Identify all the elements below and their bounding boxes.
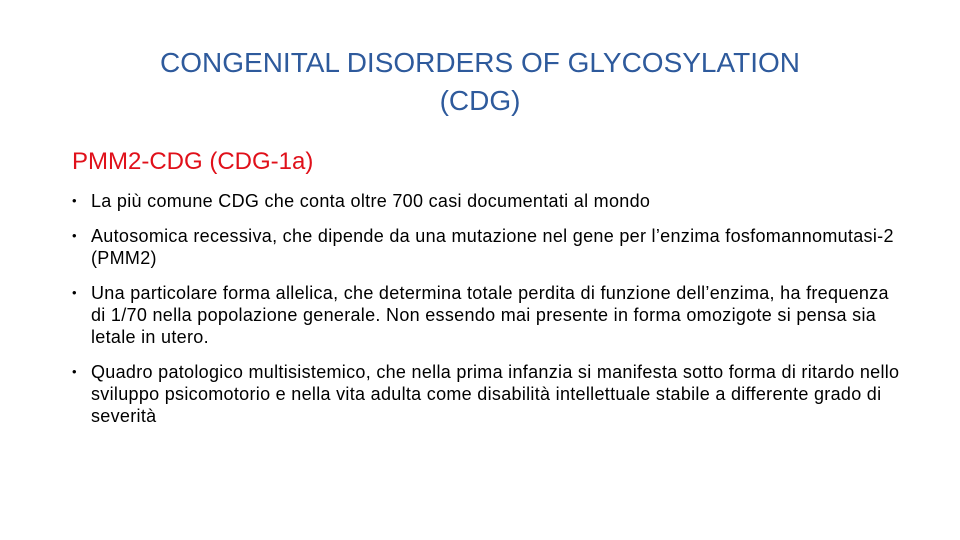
slide-title — [60, 44, 900, 120]
bullet-text: Quadro patologico multisistemico, che nella prima infanzia si manifesta sotto forma di ritardo nello sviluppo psicomotorio e nella vita adulta come disabilità intellettuale stabile a differente grado di severità — [91, 362, 900, 426]
bullet-icon: • — [72, 285, 77, 300]
slide-title-line-2: (CDG) — [439, 85, 521, 116]
bullet-icon: • — [72, 228, 77, 243]
bullet-icon: • — [72, 364, 77, 379]
bullet-text: Una particolare forma allelica, che determina totale perdita di funzione dell’enzima, ha frequenza di 1/70 nella popolazione generale. Non essendo mai presente in forma omozigote si pensa sia letale in utero. — [91, 283, 889, 347]
bullet-item — [72, 282, 902, 348]
bullet-list — [72, 190, 902, 440]
bullet-text: Autosomica recessiva, che dipende da una mutazione nel gene per l’enzima fosfomannomutasi-2 (PMM2) — [91, 226, 894, 268]
bullet-item — [72, 225, 902, 269]
section-heading: PMM2-CDG (CDG-1a) — [72, 148, 314, 175]
bullet-text: La più comune CDG che conta oltre 700 casi documentati al mondo — [91, 191, 651, 211]
bullet-icon: • — [72, 193, 77, 208]
bullet-item — [72, 361, 902, 427]
bullet-item — [72, 190, 902, 212]
slide-title-line-1: CONGENITAL DISORDERS OF GLYCOSYLATION — [160, 47, 800, 78]
